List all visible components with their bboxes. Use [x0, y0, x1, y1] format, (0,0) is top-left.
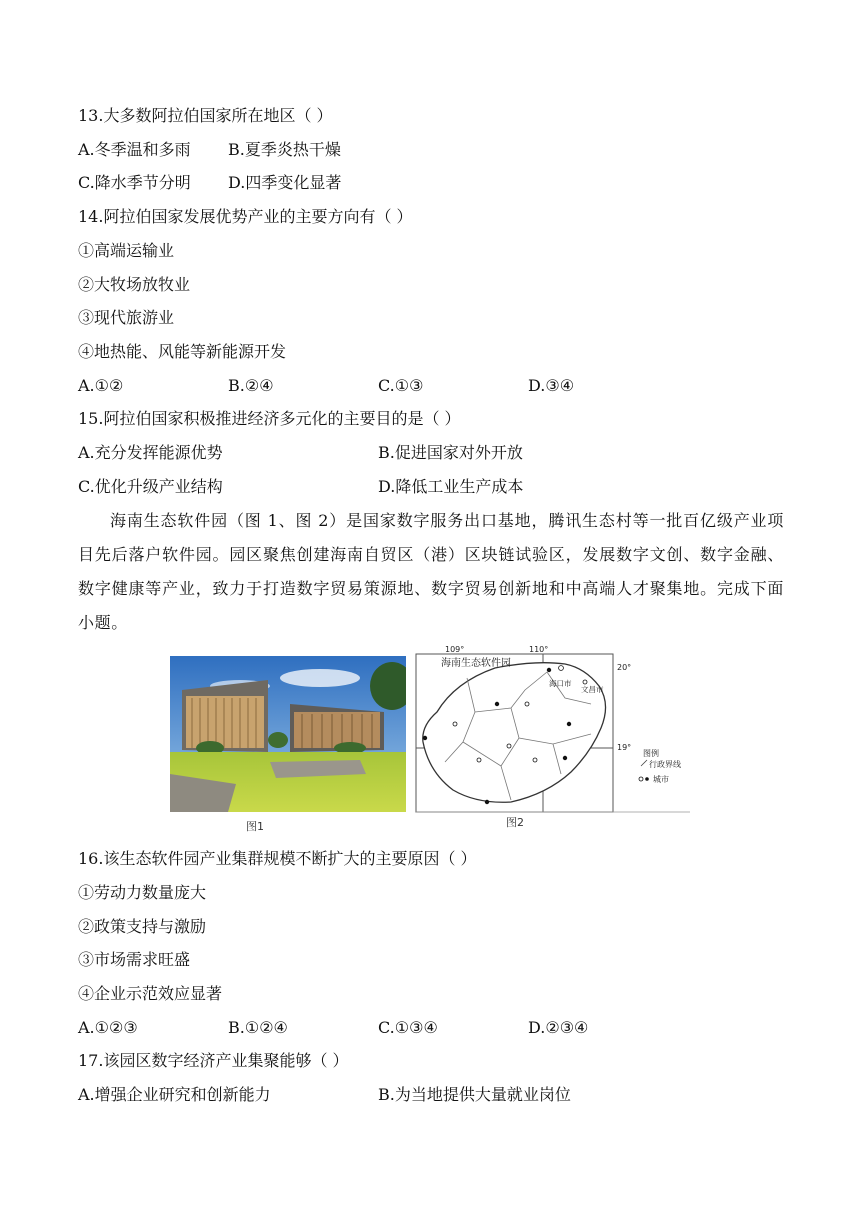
q16-option-a: A.①②③ [78, 1018, 138, 1037]
legend-city-filled-icon [645, 777, 649, 781]
q13-option-a: A.冬季温和多雨 [78, 140, 191, 159]
q14-item: ②大牧场放牧业 [78, 275, 191, 294]
q14-option-a: A.①② [78, 376, 124, 395]
q17-stem: 17.该园区数字经济产业集聚能够（ ） [78, 1051, 349, 1070]
map-city-wenchang: 文昌市 [581, 685, 604, 694]
q14-option-b: B.②④ [228, 376, 274, 395]
map-legend-boundary: 行政界线 [649, 760, 681, 769]
q17-option-b: B.为当地提供大量就业岗位 [378, 1085, 571, 1104]
q16-stem: 16.该生态软件园产业集群规模不断扩大的主要原因（ ） [78, 849, 477, 868]
q14-option-d: D.③④ [528, 376, 575, 395]
figure-2-caption: 图2 [506, 816, 524, 829]
q15-option-a: A.充分发挥能源优势 [78, 443, 223, 462]
q13-stem: 13.大多数阿拉伯国家所在地区（ ） [78, 106, 333, 125]
q17-option-a: A.增强企业研究和创新能力 [78, 1085, 271, 1104]
hainan-map [415, 642, 690, 814]
map-lon-109: 109° [445, 645, 465, 654]
q16-item: ③市场需求旺盛 [78, 950, 191, 969]
q14-item: ①高端运输业 [78, 241, 175, 260]
map-park-label: 海南生态软件园 [441, 658, 511, 669]
map-legend-city: 城市 [653, 775, 669, 784]
q14-item: ④地热能、风能等新能源开发 [78, 342, 287, 361]
q14-stem: 14.阿拉伯国家发展优势产业的主要方向有（ ） [78, 207, 413, 226]
q15-option-d: D.降低工业生产成本 [378, 477, 524, 496]
map-city-haikou: 海口市 [549, 679, 572, 688]
q13-option-d: D.四季变化显著 [228, 173, 342, 192]
q16-item: ②政策支持与激励 [78, 917, 207, 936]
q16-item: ①劳动力数量庞大 [78, 883, 207, 902]
q15-stem: 15.阿拉伯国家积极推进经济多元化的主要目的是（ ） [78, 409, 461, 428]
q15-option-c: C.优化升级产业结构 [78, 477, 223, 496]
q14-item: ③现代旅游业 [78, 308, 175, 327]
q13-option-c: C.降水季节分明 [78, 173, 191, 192]
q16-option-b: B.①②④ [228, 1018, 288, 1037]
software-park-photo [170, 656, 406, 812]
map-lat-20: 20° [617, 663, 632, 672]
q16-option-d: D.②③④ [528, 1018, 589, 1037]
figure-1-caption: 图1 [246, 820, 264, 833]
q13-option-b: B.夏季炎热干燥 [228, 140, 341, 159]
q15-option-b: B.促进国家对外开放 [378, 443, 523, 462]
legend-boundary-icon [641, 760, 647, 766]
q16-option-c: C.①③④ [378, 1018, 438, 1037]
reading-passage: 海南生态软件园（图 1、图 2）是国家数字服务出口基地，腾讯生态村等一批百亿级产业项目先后落户软件园。园区聚焦创建海南自贸区（港）区块链试验区，发展数字文创、数字金融、数字健康等产业，致力于打造数字贸易策源地、数字贸易创新地和中高端人才聚集地。完成下面小题。 [78, 511, 784, 632]
map-lat-19: 19° [617, 743, 632, 752]
map-legend-title: 图例 [643, 749, 659, 758]
q14-option-c: C.①③ [378, 376, 424, 395]
map-lon-110: 110° [529, 645, 549, 654]
legend-city-open-icon [639, 777, 643, 781]
q16-item: ④企业示范效应显著 [78, 984, 223, 1003]
